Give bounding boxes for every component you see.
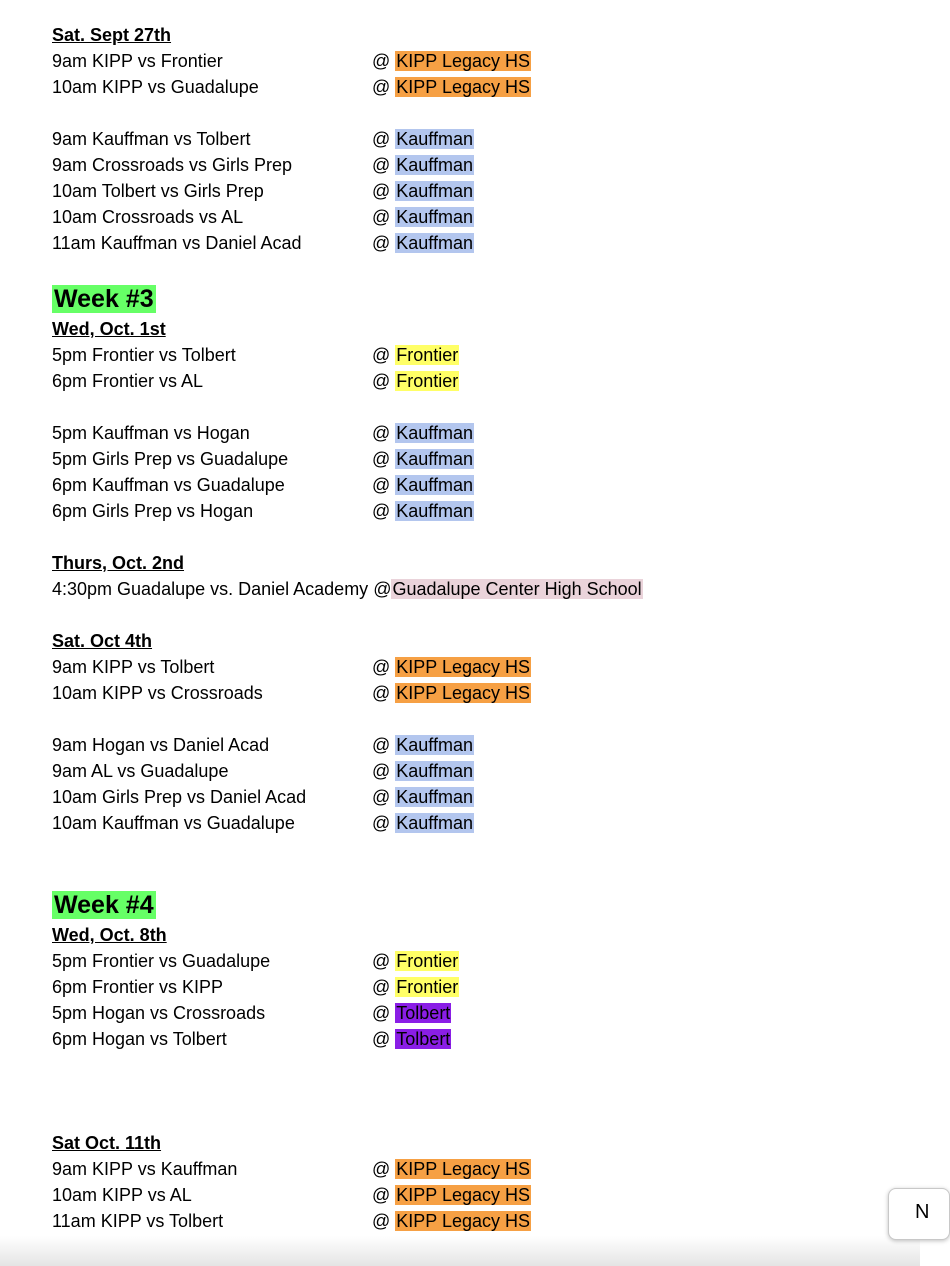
game-row [52,498,912,524]
game-row [52,732,912,758]
venue-highlight: Kauffman [396,501,474,521]
venue-highlight: Kauffman [396,207,474,227]
venue-highlight: Kauffman [396,233,474,253]
game-row [52,1208,912,1234]
game-row [52,342,912,368]
venue-highlight: Kauffman [396,475,474,495]
venue-highlight: Frontier [396,345,459,365]
game-row [52,948,912,974]
venue: @ Kauffman [372,423,474,443]
date-heading: Sat. Sept 27th [52,25,172,45]
venue: @ Kauffman [372,735,474,755]
game-text: 5pm Frontier vs Guadalupe [52,951,271,971]
game-text: 4:30pm Guadalupe vs. Daniel Academy @ [52,579,392,599]
venue: @ Kauffman [372,181,474,201]
week-heading: Week #4 [54,891,154,919]
venue: @ Kauffman [372,207,474,227]
venue: @ KIPP Legacy HS [372,1159,531,1179]
game-text: 11am KIPP vs Tolbert [52,1211,224,1231]
game-row [52,1156,912,1182]
game-text: 10am KIPP vs Crossroads [52,683,263,703]
venue-highlight: Kauffman [396,449,474,469]
venue: @ KIPP Legacy HS [372,683,531,703]
venue: @ KIPP Legacy HS [372,51,531,71]
venue: @ Kauffman [372,787,474,807]
game-row [52,178,912,204]
venue-highlight: Guadalupe Center High School [392,579,642,599]
venue: @ Frontier [372,977,459,997]
game-text: 6pm Kauffman vs Guadalupe [52,475,285,495]
venue-highlight: Kauffman [396,787,474,807]
venue-highlight: Kauffman [396,735,474,755]
venue: @ Kauffman [372,129,474,149]
venue-highlight: KIPP Legacy HS [396,51,531,71]
game-text: 9am KIPP vs Frontier [52,51,223,71]
venue: @ Frontier [372,951,459,971]
side-panel-button[interactable] [888,1188,950,1240]
game-text: 10am KIPP vs Guadalupe [52,77,259,97]
game-text: 10am Girls Prep vs Daniel Acad [52,787,307,807]
week-heading: Week #3 [54,285,154,313]
game-row [52,1182,912,1208]
venue: @ Frontier [372,371,459,391]
game-text: 10am Tolbert vs Girls Prep [52,181,264,201]
game-row [52,810,912,836]
game-text: 6pm Frontier vs AL [52,371,204,391]
venue: @ Tolbert [372,1003,451,1023]
game-text: 6pm Hogan vs Tolbert [52,1029,227,1049]
venue: @ Kauffman [372,813,474,833]
game-row [52,576,912,602]
game-row [52,420,912,446]
game-row [52,1026,912,1052]
game-text: 9am Crossroads vs Girls Prep [52,155,293,175]
game-row [52,1000,912,1026]
venue-highlight: KIPP Legacy HS [396,683,531,703]
venue-highlight: KIPP Legacy HS [396,657,531,677]
date-heading: Sat Oct. 11th [52,1133,162,1153]
game-text: 5pm Girls Prep vs Guadalupe [52,449,289,469]
venue: @ KIPP Legacy HS [372,77,531,97]
game-text: 9am KIPP vs Tolbert [52,657,215,677]
game-text: 9am KIPP vs Kauffman [52,1159,238,1179]
venue: @ Kauffman [372,475,474,495]
venue-highlight: Frontier [396,951,459,971]
game-row [52,74,912,100]
venue: @ KIPP Legacy HS [372,1211,531,1231]
game-row [52,680,912,706]
venue-highlight: Frontier [396,977,459,997]
date-heading: Thurs, Oct. 2nd [52,553,185,573]
venue-highlight: Frontier [396,371,459,391]
game-text: 10am KIPP vs AL [52,1185,192,1205]
game-text: 10am Kauffman vs Guadalupe [52,813,295,833]
game-text: 5pm Kauffman vs Hogan [52,423,250,443]
game-row [52,230,912,256]
venue-highlight: KIPP Legacy HS [396,77,531,97]
bottom-fade [0,1236,920,1266]
game-row [52,204,912,230]
venue: @ Kauffman [372,233,474,253]
game-text: 10am Crossroads vs AL [52,207,244,227]
game-text: 5pm Frontier vs Tolbert [52,345,236,365]
venue: @ Frontier [372,345,459,365]
date-heading: Wed, Oct. 8th [52,925,167,945]
schedule-document [52,22,912,1234]
venue-highlight: Kauffman [396,761,474,781]
game-row [52,368,912,394]
venue-highlight: Kauffman [396,155,474,175]
game-row [52,152,912,178]
game-text: 5pm Hogan vs Crossroads [52,1003,266,1023]
game-text: 6pm Frontier vs KIPP [52,977,224,997]
game-row [52,974,912,1000]
game-text: 9am Hogan vs Daniel Acad [52,735,270,755]
game-row [52,48,912,74]
game-row [52,446,912,472]
game-text: 9am Kauffman vs Tolbert [52,129,251,149]
venue: @ Tolbert [372,1029,451,1049]
venue-highlight: Tolbert [396,1029,451,1049]
side-panel-label: N [915,1201,930,1223]
venue-highlight: Kauffman [396,423,474,443]
venue-highlight: Kauffman [396,129,474,149]
date-heading: Sat. Oct 4th [52,631,153,651]
game-row [52,472,912,498]
game-row [52,758,912,784]
venue-highlight: KIPP Legacy HS [396,1159,531,1179]
venue-highlight: Kauffman [396,813,474,833]
date-heading: Wed, Oct. 1st [52,319,166,339]
venue: @ Kauffman [372,155,474,175]
venue: @ Kauffman [372,761,474,781]
game-row [52,784,912,810]
game-row [52,654,912,680]
venue-highlight: KIPP Legacy HS [396,1185,531,1205]
game-text: 6pm Girls Prep vs Hogan [52,501,254,521]
venue-highlight: Kauffman [396,181,474,201]
venue-highlight: KIPP Legacy HS [396,1211,531,1231]
venue: @ Kauffman [372,449,474,469]
game-text: 9am AL vs Guadalupe [52,761,229,781]
game-row [52,126,912,152]
game-text: 11am Kauffman vs Daniel Acad [52,233,302,253]
venue-highlight: Tolbert [396,1003,451,1023]
venue: @ KIPP Legacy HS [372,1185,531,1205]
venue: @ KIPP Legacy HS [372,657,531,677]
venue: @ Kauffman [372,501,474,521]
